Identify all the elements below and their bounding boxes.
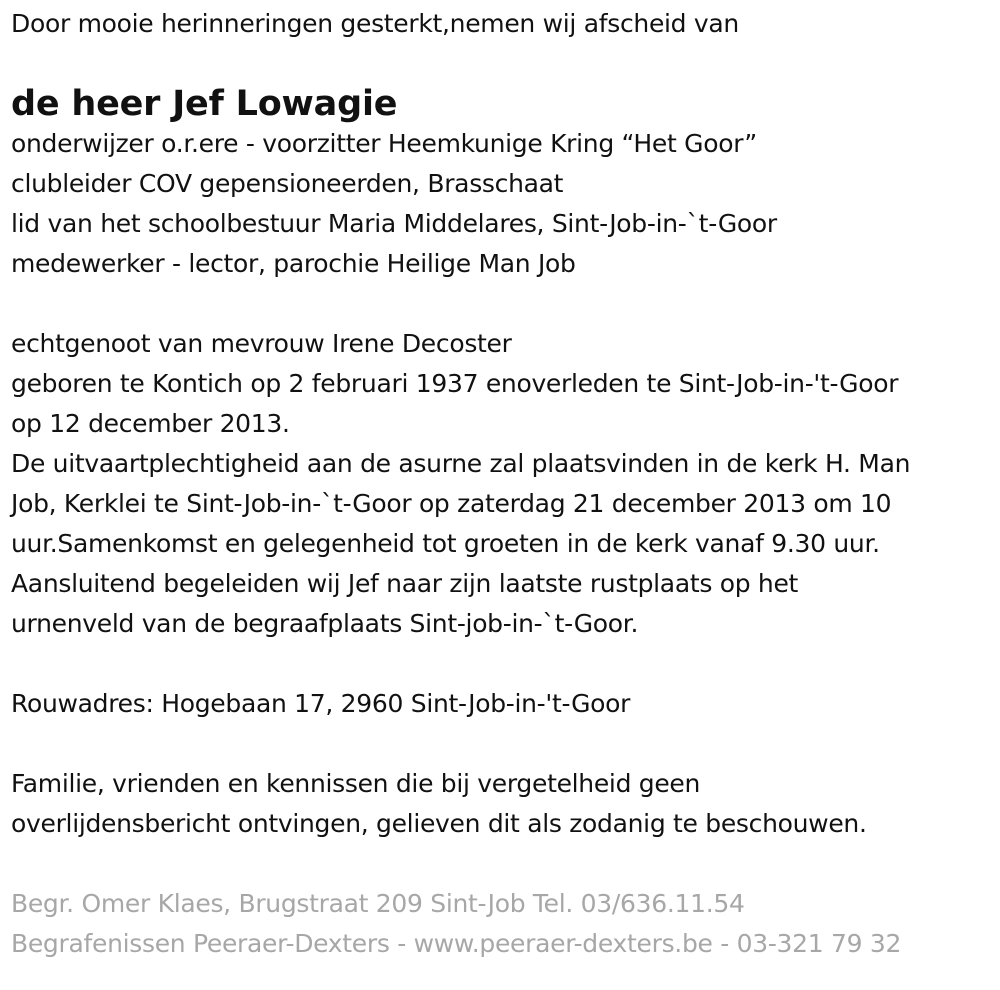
- spacer: [11, 724, 1000, 764]
- intro-text: Door mooie herinneringen gesterkt,nemen wij afscheid van: [11, 9, 739, 38]
- spacer: [11, 844, 1000, 884]
- details-line: De uitvaartplechtigheid aan de asurne zal plaatsvinden in de kerk H. Man: [11, 449, 911, 478]
- notice-block: [11, 764, 1000, 844]
- role-line: onderwijzer o.r.ere - voorzitter Heemkunige Kring “Het Goor”: [11, 129, 757, 158]
- spacer: [11, 284, 1000, 324]
- footer-line: Begrafenissen Peeraer-Dexters - www.peeraer-dexters.be - 03-321 79 32: [11, 929, 902, 958]
- details-line: Job, Kerklei te Sint-Job-in-`t-Goor op zaterdag 21 december 2013 om 10: [11, 489, 892, 518]
- role-line: medewerker - lector, parochie Heilige Man Job: [11, 249, 576, 278]
- details-block: [11, 324, 1000, 644]
- roles-list: [11, 124, 1000, 284]
- details-line: Aansluitend begeleiden wij Jef naar zijn laatste rustplaats op het: [11, 569, 799, 598]
- role-line: clubleider COV gepensioneerden, Brasschaat: [11, 169, 564, 198]
- notice-line: Familie, vrienden en kennissen die bij vergetelheid geen: [11, 769, 701, 798]
- notice-line: overlijdensbericht ontvingen, gelieven dit als zodanig te beschouwen.: [11, 809, 867, 838]
- mourning-address: Rouwadres: Hogebaan 17, 2960 Sint-Job-in-'t-Goor: [11, 689, 631, 718]
- details-line: geboren te Kontich op 2 februari 1937 enoverleden te Sint-Job-in-'t-Goor: [11, 369, 899, 398]
- funeral-home-footer: [11, 884, 1000, 964]
- role-line: lid van het schoolbestuur Maria Middelares, Sint-Job-in-`t-Goor: [11, 209, 777, 238]
- details-line: echtgenoot van mevrouw Irene Decoster: [11, 329, 512, 358]
- details-line: uur.Samenkomst en gelegenheid tot groeten in de kerk vanaf 9.30 uur.: [11, 529, 880, 558]
- spacer: [11, 644, 1000, 684]
- footer-line: Begr. Omer Klaes, Brugstraat 209 Sint-Job Tel. 03/636.11.54: [11, 889, 745, 918]
- deceased-name: de heer Jef Lowagie: [11, 84, 398, 124]
- details-line: op 12 december 2013.: [11, 409, 290, 438]
- details-line: urnenveld van de begraafplaats Sint-job-in-`t-Goor.: [11, 609, 639, 638]
